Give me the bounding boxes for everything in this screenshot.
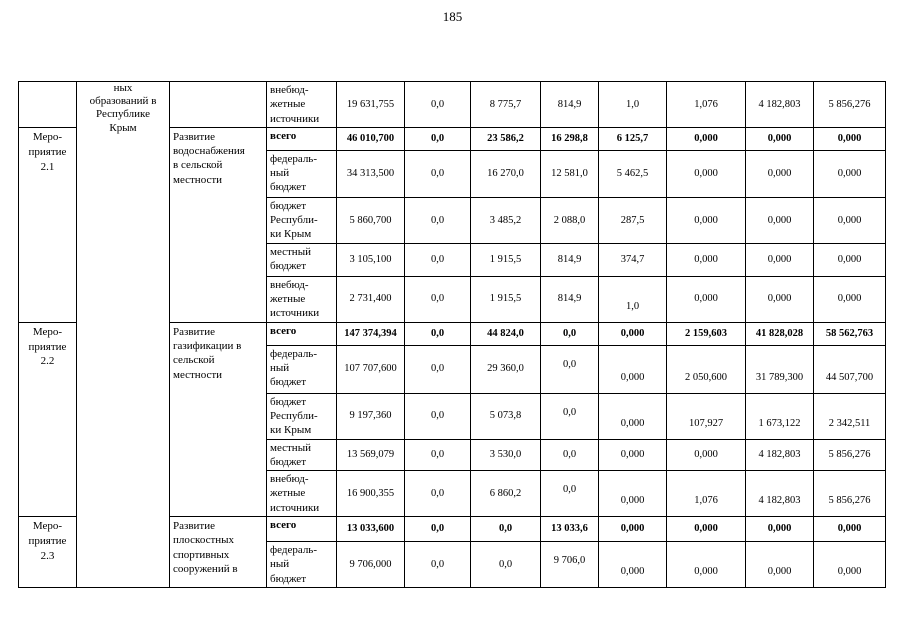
value-cell: 2 159,603 xyxy=(667,322,746,345)
value-cell: 16 270,0 xyxy=(471,150,541,197)
value-cell: 0,000 xyxy=(746,127,814,150)
value-cell: 107 707,600 xyxy=(337,345,405,393)
value-cell: 0,0 xyxy=(541,345,599,393)
value-cell: 0,0 xyxy=(471,542,541,588)
value-cell: 0,0 xyxy=(405,345,471,393)
value-cell: 0,000 xyxy=(667,542,746,588)
value-cell: 23 586,2 xyxy=(471,127,541,150)
value-cell: 8 775,7 xyxy=(471,82,541,128)
value-cell: 34 313,500 xyxy=(337,150,405,197)
value-cell: 1,0 xyxy=(599,82,667,128)
value-cell: 0,000 xyxy=(746,542,814,588)
value-cell: 0,000 xyxy=(599,471,667,517)
value-cell: 5 073,8 xyxy=(471,393,541,439)
value-cell: 0,0 xyxy=(405,243,471,276)
value-cell: 0,000 xyxy=(814,243,886,276)
value-cell: 0,000 xyxy=(667,127,746,150)
value-cell: 814,9 xyxy=(541,243,599,276)
value-cell: 0,0 xyxy=(405,150,471,197)
value-cell: 13 033,600 xyxy=(337,517,405,542)
value-cell: 3 530,0 xyxy=(471,439,541,471)
event-name-cell: Развитие плоскостных спортивных сооружений в xyxy=(170,517,267,588)
value-cell: 44 507,700 xyxy=(814,345,886,393)
value-cell: 0,000 xyxy=(667,276,746,322)
value-cell: 29 360,0 xyxy=(471,345,541,393)
value-cell: 5 856,276 xyxy=(814,471,886,517)
funding-source-cell: всего xyxy=(267,127,337,150)
value-cell: 1,076 xyxy=(667,471,746,517)
value-cell: 0,000 xyxy=(667,150,746,197)
table-row xyxy=(19,82,886,128)
funding-source-cell: бюджет Республи- ки Крым xyxy=(267,197,337,243)
value-cell: 0,0 xyxy=(541,471,599,517)
value-cell: 1,0 xyxy=(599,276,667,322)
value-cell: 12 581,0 xyxy=(541,150,599,197)
value-cell: 5 856,276 xyxy=(814,82,886,128)
value-cell: 1 915,5 xyxy=(471,276,541,322)
value-cell: 58 562,763 xyxy=(814,322,886,345)
value-cell: 0,0 xyxy=(405,517,471,542)
event-cell-continued xyxy=(19,82,77,128)
value-cell: 0,0 xyxy=(541,439,599,471)
value-cell: 0,000 xyxy=(599,322,667,345)
value-cell: 6 125,7 xyxy=(599,127,667,150)
value-cell: 4 182,803 xyxy=(746,471,814,517)
value-cell: 0,000 xyxy=(746,150,814,197)
value-cell: 0,000 xyxy=(667,197,746,243)
value-cell: 0,000 xyxy=(746,517,814,542)
event-label-cell: Меро- приятие 2.2 xyxy=(19,322,77,516)
value-cell: 41 828,028 xyxy=(746,322,814,345)
funding-source-cell: федераль- ный бюджет xyxy=(267,542,337,588)
value-cell: 287,5 xyxy=(599,197,667,243)
value-cell: 9 197,360 xyxy=(337,393,405,439)
value-cell: 31 789,300 xyxy=(746,345,814,393)
value-cell: 2 088,0 xyxy=(541,197,599,243)
value-cell: 0,000 xyxy=(814,150,886,197)
value-cell: 16 298,8 xyxy=(541,127,599,150)
value-cell: 0,0 xyxy=(405,127,471,150)
value-cell: 2 342,511 xyxy=(814,393,886,439)
value-cell: 0,000 xyxy=(746,243,814,276)
value-cell: 0,000 xyxy=(599,393,667,439)
value-cell: 4 182,803 xyxy=(746,82,814,128)
value-cell: 19 631,755 xyxy=(337,82,405,128)
value-cell: 5 462,5 xyxy=(599,150,667,197)
value-cell: 1,076 xyxy=(667,82,746,128)
value-cell: 4 182,803 xyxy=(746,439,814,471)
value-cell: 13 569,079 xyxy=(337,439,405,471)
value-cell: 0,000 xyxy=(814,517,886,542)
funding-source-cell: внебюд- жетные источники xyxy=(267,471,337,517)
funding-source-cell: внебюд- жетные источники xyxy=(267,276,337,322)
value-cell: 16 900,355 xyxy=(337,471,405,517)
value-cell: 0,000 xyxy=(746,197,814,243)
value-cell: 0,0 xyxy=(405,276,471,322)
value-cell: 46 010,700 xyxy=(337,127,405,150)
value-cell: 5 860,700 xyxy=(337,197,405,243)
value-cell: 9 706,000 xyxy=(337,542,405,588)
value-cell: 0,0 xyxy=(405,471,471,517)
value-cell: 0,000 xyxy=(667,439,746,471)
value-cell: 0,0 xyxy=(405,439,471,471)
value-cell: 9 706,0 xyxy=(541,542,599,588)
value-cell: 0,0 xyxy=(541,322,599,345)
event-name-cell: Развитие газификации в сельской местности xyxy=(170,322,267,516)
value-cell: 0,000 xyxy=(814,197,886,243)
funding-source-cell: всего xyxy=(267,322,337,345)
funding-source-cell: федераль- ный бюджет xyxy=(267,150,337,197)
funding-source-cell: всего xyxy=(267,517,337,542)
funding-source-cell: бюджет Республи- ки Крым xyxy=(267,393,337,439)
value-cell: 0,000 xyxy=(814,542,886,588)
value-cell: 814,9 xyxy=(541,276,599,322)
value-cell: 0,000 xyxy=(746,276,814,322)
funding-source-cell: федераль- ный бюджет xyxy=(267,345,337,393)
value-cell: 0,0 xyxy=(405,82,471,128)
value-cell: 374,7 xyxy=(599,243,667,276)
value-cell: 5 856,276 xyxy=(814,439,886,471)
value-cell: 147 374,394 xyxy=(337,322,405,345)
value-cell: 0,0 xyxy=(405,393,471,439)
value-cell: 0,000 xyxy=(599,439,667,471)
event-label-cell: Меро- приятие 2.3 xyxy=(19,517,77,588)
value-cell: 13 033,6 xyxy=(541,517,599,542)
event-label-cell: Меро- приятие 2.1 xyxy=(19,127,77,322)
budget-table xyxy=(18,81,886,588)
value-cell: 0,0 xyxy=(405,542,471,588)
event-name-cell: Развитие водоснабжения в сельской местности xyxy=(170,127,267,322)
value-cell: 107,927 xyxy=(667,393,746,439)
value-cell: 2 731,400 xyxy=(337,276,405,322)
value-cell: 0,0 xyxy=(405,322,471,345)
value-cell: 6 860,2 xyxy=(471,471,541,517)
value-cell: 0,0 xyxy=(471,517,541,542)
value-cell: 2 050,600 xyxy=(667,345,746,393)
value-cell: 44 824,0 xyxy=(471,322,541,345)
value-cell: 1 915,5 xyxy=(471,243,541,276)
value-cell: 0,0 xyxy=(405,197,471,243)
executor-cell: ных образований в Республике Крым xyxy=(77,82,170,588)
value-cell: 0,000 xyxy=(814,276,886,322)
value-cell: 0,000 xyxy=(667,243,746,276)
page-number: 185 xyxy=(442,9,463,24)
value-cell: 1 673,122 xyxy=(746,393,814,439)
value-cell: 3 105,100 xyxy=(337,243,405,276)
value-cell: 0,000 xyxy=(667,517,746,542)
value-cell: 0,000 xyxy=(599,542,667,588)
value-cell: 814,9 xyxy=(541,82,599,128)
value-cell: 3 485,2 xyxy=(471,197,541,243)
funding-source-cell: местный бюджет xyxy=(267,243,337,276)
funding-source-cell: внебюд- жетные источники xyxy=(267,82,337,128)
funding-source-cell: местный бюджет xyxy=(267,439,337,471)
value-cell: 0,0 xyxy=(541,393,599,439)
value-cell: 0,000 xyxy=(599,345,667,393)
event-name-cell-continued xyxy=(170,82,267,128)
value-cell: 0,000 xyxy=(814,127,886,150)
value-cell: 0,000 xyxy=(599,517,667,542)
